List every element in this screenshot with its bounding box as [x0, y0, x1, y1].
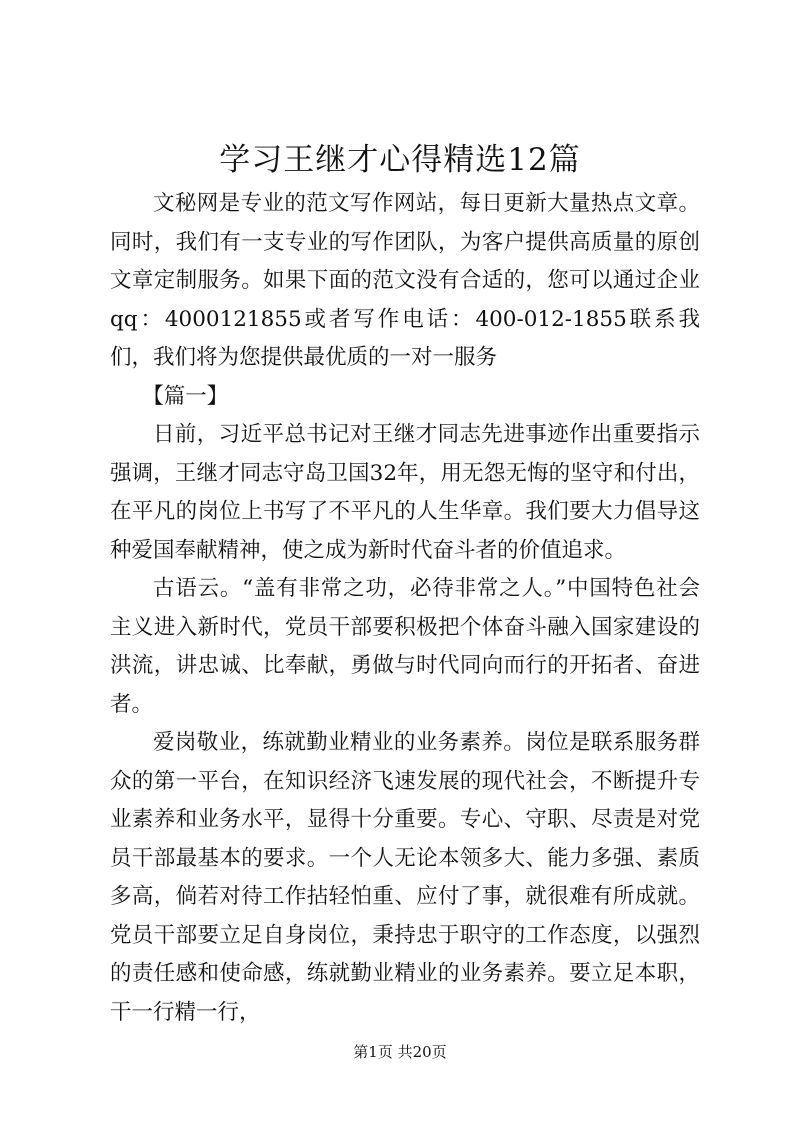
document-title: 学习王继才心得精选12篇 [219, 142, 581, 178]
body-paragraph-1: 日前，习近平总书记对王继才同志先进事迹作出重要指示强调，王继才同志守岛卫国32年，用无怨无悔的坚守和付出，在平凡的岗位上书写了不平凡的人生华章。我们要大力倡导这种爱国奉献精神，使之成为新时代奋斗者的价值追求。 [110, 422, 700, 563]
intro-paragraph: 文秘网是专业的范文写作网站，每日更新大量热点文章。同时，我们有一支专业的写作团队，为客户提供高质量的原创文章定制服务。如果下面的范文没有合适的，您可以通过企业qq：4000121855或者写作电话：400-012-1855联系我们，我们将为您提供最优质的一对一服务 [110, 191, 700, 370]
body-paragraph-3: 爱岗敬业，练就勤业精业的业务素养。岗位是联系服务群众的第一平台，在知识经济飞速发展的现代社会，不断提升专业素养和业务水平，显得十分重要。专心、守职、尽责是对党员干部最基本的要求。一个人无论本领多大、能力多强、素质多高，倘若对待工作拈轻怕重、应付了事，就很难有所成就。党员干部要立足自身岗位，秉持忠于职守的工作态度，以强烈的责任感和使命感，练就勤业精业的业务素养。要立足本职，干一行精一行， [110, 730, 700, 1025]
section-heading: 【篇一】 [142, 383, 229, 409]
body-paragraph-2: 古语云。“盖有非常之功，必待非常之人。”中国特色社会主义进入新时代，党员干部要积极把个体奋斗融入国家建设的洪流，讲忠诚、比奉献，勇做与时代同向而行的开拓者、奋进者。 [110, 576, 700, 717]
page-footer: 第1页 共20页 [353, 1043, 447, 1061]
document-body [110, 185, 700, 1032]
